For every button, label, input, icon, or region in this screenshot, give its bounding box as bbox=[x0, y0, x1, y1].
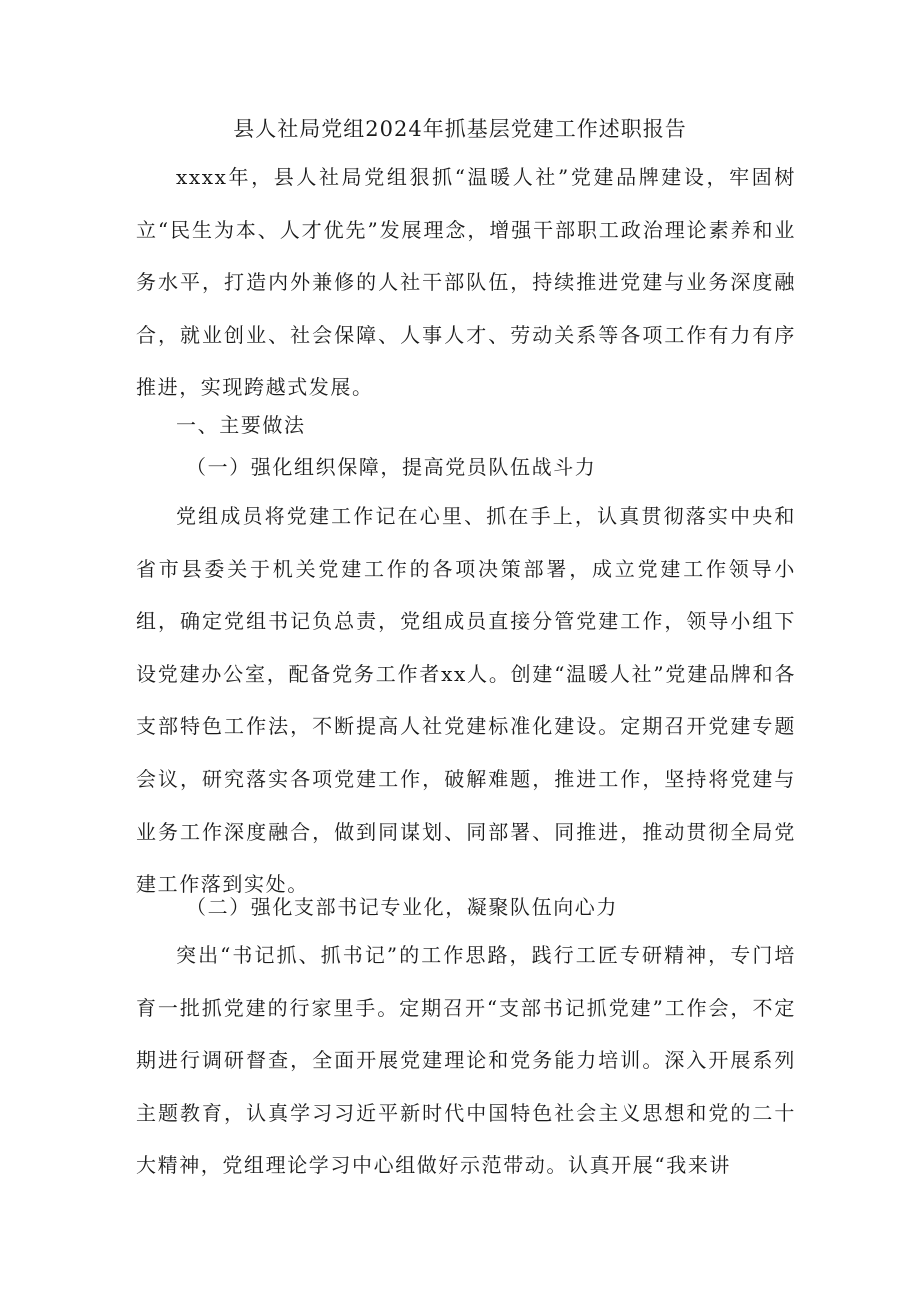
intro-paragraph: xxxx年，县人社局党组狠抓“温暖人社”党建品牌建设，牢固树立“民生为本、人才优先”发展理念，增强干部职工政治理论素养和业务水平，打造内外兼修的人社干部队伍，持续推进党建与业务深度融合，就业创业、社会保障、人事人才、劳动关系等各项工作有力有序推进，实现跨越式发展。 bbox=[136, 165, 796, 400]
subsection-2-body: 突出“书记抓、抓书记”的工作思路，践行工匠专研精神，专门培育一批抓党建的行家里手。定期召开“支部书记抓党建”工作会，不定期进行调研督查，全面开展党建理论和党务能力培训。深入开展系列主题教育，认真学习习近平新时代中国特色社会主义思想和党的二十大精神，党组理论学习中心组做好示范带动。认真开展“我来讲 bbox=[136, 943, 796, 1178]
subsection-1-body: 党组成员将党建工作记在心里、抓在手上，认真贯彻落实中央和省市县委关于机关党建工作的各项决策部署，成立党建工作领导小组，确定党组书记负总责，党组成员直接分管党建工作，领导小组下设党建办公室，配备党务工作者xx人。创建“温暖人社”党建品牌和各支部特色工作法，不断提高人社党建标准化建设。定期召开党建专题会议，研究落实各项党建工作，破解难题，推进工作，坚持将党建与业务工作深度融合，做到同谋划、同部署、同推进，推动贯彻全局党建工作落到实处。 bbox=[136, 504, 796, 897]
document-title: 县人社局党组2024年抓基层党建工作述职报告 bbox=[233, 117, 687, 141]
section-heading-main-practices: 一、主要做法 bbox=[176, 413, 306, 437]
subsection-heading-1: （一）强化组织保障，提高党员队伍战斗力 bbox=[186, 455, 597, 479]
subsection-heading-2: （二）强化支部书记专业化，凝聚队伍向心力 bbox=[186, 895, 618, 919]
